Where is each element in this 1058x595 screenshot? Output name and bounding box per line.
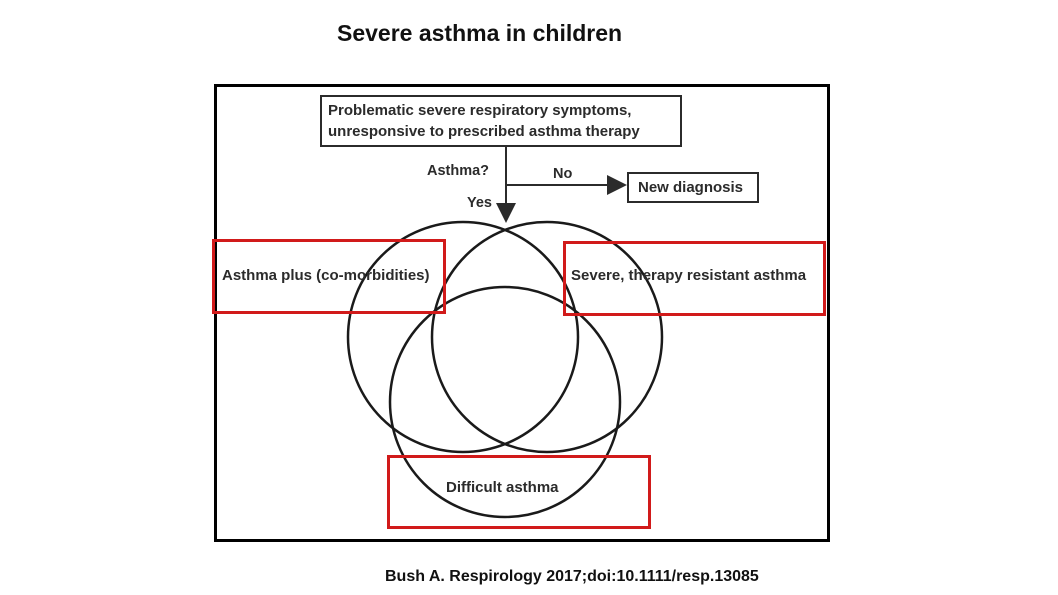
difficult-asthma-label: Difficult asthma <box>446 479 559 496</box>
highlight-asthma-plus <box>212 239 446 314</box>
yes-label: Yes <box>467 195 492 211</box>
symptoms-line-1: Problematic severe respiratory symptoms, <box>328 102 632 119</box>
new-diagnosis-box: New diagnosis <box>627 172 759 203</box>
symptoms-line-2: unresponsive to prescribed asthma therapy <box>328 123 640 140</box>
asthma-plus-label: Asthma plus (co-morbidities) <box>222 267 430 284</box>
asthma-question-label: Asthma? <box>427 163 490 179</box>
no-label: No <box>553 166 573 182</box>
symptoms-box <box>320 95 682 147</box>
citation: Bush A. Respirology 2017;doi:10.1111/resp.13085 <box>385 568 759 585</box>
highlight-therapy-resistant <box>563 241 826 316</box>
slide-title: Severe asthma in children <box>337 20 623 46</box>
therapy-resistant-label: Severe, therapy resistant asthma <box>571 267 807 284</box>
highlight-difficult-asthma <box>387 455 651 529</box>
